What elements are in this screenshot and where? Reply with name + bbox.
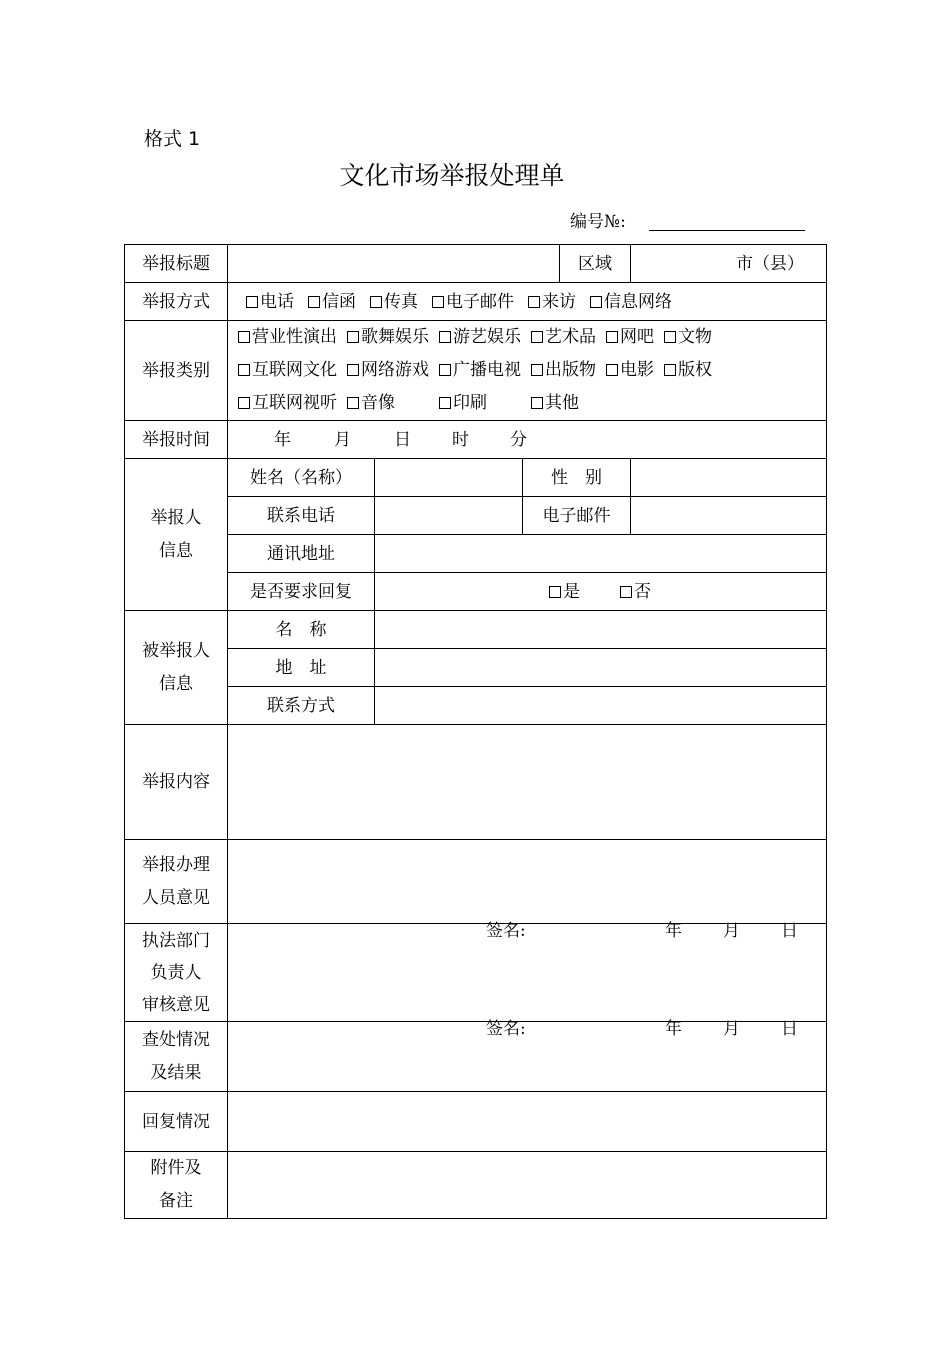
reply-status-field[interactable] — [228, 1092, 827, 1152]
method-option[interactable]: 电子邮件 — [432, 286, 514, 318]
checkbox[interactable] — [439, 331, 451, 343]
content-field[interactable] — [228, 725, 827, 840]
checkbox[interactable] — [528, 296, 540, 308]
signature-label: 签名: — [486, 921, 526, 941]
signature-label: 签名: — [486, 1019, 526, 1039]
reported-name-label: 名 称 — [228, 611, 375, 649]
checkbox[interactable] — [590, 296, 602, 308]
handler-opinion-field[interactable] — [228, 840, 827, 941]
reported-address-field[interactable] — [375, 649, 827, 687]
report-category-options — [228, 321, 827, 421]
checkbox[interactable] — [308, 296, 320, 308]
method-option[interactable]: 来访 — [528, 286, 576, 318]
category-option[interactable]: 电影 — [606, 354, 654, 387]
content-label: 举报内容 — [125, 725, 228, 840]
checkbox[interactable] — [238, 331, 250, 343]
category-option[interactable]: 广播电视 — [439, 354, 521, 387]
checkbox[interactable] — [531, 364, 543, 376]
name-field[interactable] — [375, 459, 523, 497]
region-field[interactable] — [631, 245, 827, 283]
checkbox[interactable] — [246, 296, 258, 308]
dept-opinion-field[interactable] — [228, 924, 827, 1039]
minute-unit: 分 — [510, 429, 527, 450]
day-unit: 日 — [394, 429, 411, 450]
number-label: 编号№: — [570, 212, 626, 232]
checkbox[interactable] — [432, 296, 444, 308]
category-option[interactable]: 游艺娱乐 — [439, 321, 521, 354]
report-category-label: 举报类别 — [125, 321, 228, 421]
category-option[interactable]: 网吧 — [606, 321, 654, 354]
day-unit: 日 — [781, 921, 798, 941]
checkbox[interactable] — [531, 331, 543, 343]
address-field[interactable] — [375, 535, 827, 573]
month-unit: 月 — [723, 1019, 740, 1039]
email-label: 电子邮件 — [523, 497, 631, 535]
checkbox[interactable] — [606, 331, 618, 343]
reply-required-options — [375, 573, 827, 611]
reported-contact-field[interactable] — [375, 687, 827, 725]
method-option[interactable]: 信函 — [308, 286, 356, 318]
checkbox[interactable] — [347, 364, 359, 376]
day-unit: 日 — [781, 1019, 798, 1039]
reply-yes-option[interactable]: 是 — [549, 576, 580, 608]
reply-no-option[interactable]: 否 — [620, 576, 651, 608]
reported-info-label: 被举报人 信息 — [125, 611, 228, 725]
hour-unit: 时 — [452, 429, 469, 450]
report-title-label: 举报标题 — [125, 245, 228, 283]
report-time-label: 举报时间 — [125, 421, 228, 459]
year-unit: 年 — [274, 429, 291, 450]
address-label: 通讯地址 — [228, 535, 375, 573]
handler-opinion-label: 举报办理 人员意见 — [125, 840, 228, 924]
category-option[interactable]: 互联网视听 — [238, 387, 337, 420]
reported-address-label: 地 址 — [228, 649, 375, 687]
report-method-label: 举报方式 — [125, 283, 228, 321]
year-unit: 年 — [665, 1019, 682, 1039]
checkbox[interactable] — [370, 296, 382, 308]
checkbox[interactable] — [439, 397, 451, 409]
report-title-field[interactable] — [228, 245, 560, 283]
checkbox[interactable] — [531, 397, 543, 409]
category-option[interactable]: 歌舞娱乐 — [347, 321, 429, 354]
checkbox[interactable] — [620, 586, 632, 598]
email-field[interactable] — [631, 497, 827, 535]
checkbox[interactable] — [606, 364, 618, 376]
method-option[interactable]: 电话 — [246, 286, 294, 318]
method-option[interactable]: 传真 — [370, 286, 418, 318]
phone-field[interactable] — [375, 497, 523, 535]
category-option[interactable]: 艺术品 — [531, 321, 596, 354]
report-time-field[interactable] — [228, 421, 827, 459]
category-option[interactable]: 印刷 — [439, 387, 487, 420]
gender-field[interactable] — [631, 459, 827, 497]
checkbox[interactable] — [347, 331, 359, 343]
checkbox[interactable] — [664, 331, 676, 343]
reply-status-label: 回复情况 — [125, 1092, 228, 1152]
category-option[interactable]: 文物 — [664, 321, 712, 354]
checkbox[interactable] — [238, 397, 250, 409]
month-unit: 月 — [723, 921, 740, 941]
number-field[interactable] — [649, 230, 805, 231]
attachment-field[interactable] — [228, 1152, 827, 1219]
category-option[interactable]: 互联网文化 — [238, 354, 337, 387]
name-label: 姓名（名称） — [228, 459, 375, 497]
category-option[interactable]: 版权 — [664, 354, 712, 387]
category-option[interactable]: 出版物 — [531, 354, 596, 387]
category-option[interactable]: 网络游戏 — [347, 354, 429, 387]
checkbox[interactable] — [439, 364, 451, 376]
checkbox[interactable] — [664, 364, 676, 376]
reported-name-field[interactable] — [375, 611, 827, 649]
category-option[interactable]: 音像 — [347, 387, 395, 420]
page-title: 文化市场举报处理单 — [339, 161, 565, 190]
checkbox[interactable] — [549, 586, 561, 598]
report-form-table — [124, 244, 827, 1219]
dept-opinion-label: 执法部门 负责人 审核意见 — [125, 924, 228, 1022]
result-label: 查处情况 及结果 — [125, 1022, 228, 1092]
attachment-label: 附件及 备注 — [125, 1152, 228, 1219]
reporter-info-label: 举报人 信息 — [125, 459, 228, 611]
phone-label: 联系电话 — [228, 497, 375, 535]
year-unit: 年 — [665, 921, 682, 941]
checkbox[interactable] — [238, 364, 250, 376]
format-label: 格式 1 — [144, 128, 201, 150]
region-label: 区域 — [560, 245, 631, 283]
checkbox[interactable] — [347, 397, 359, 409]
city-county-label: 市（县） — [736, 253, 805, 274]
reported-contact-label: 联系方式 — [228, 687, 375, 725]
month-unit: 月 — [334, 429, 351, 450]
gender-label: 性 别 — [523, 459, 631, 497]
report-method-options — [228, 283, 827, 321]
category-option[interactable]: 营业性演出 — [238, 321, 337, 354]
reply-required-label: 是否要求回复 — [228, 573, 375, 611]
category-option[interactable]: 其他 — [531, 387, 579, 420]
method-option[interactable]: 信息网络 — [590, 286, 672, 318]
